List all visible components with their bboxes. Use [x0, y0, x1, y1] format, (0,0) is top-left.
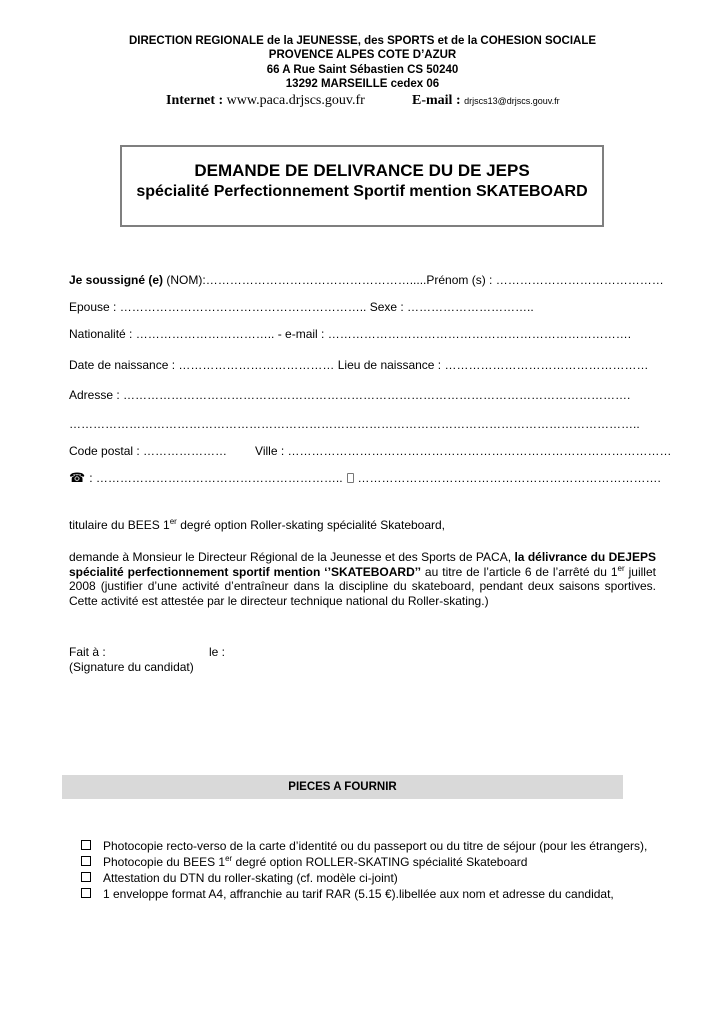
- list-item: [81, 871, 398, 885]
- field-adresse-line2: ……………………………………………………………………………………………………………………………..: [69, 417, 640, 431]
- field-telephone: [69, 471, 661, 485]
- header-line-street: 66 A Rue Saint Sébastien CS 50240: [266, 64, 459, 76]
- signature-label: (Signature du candidat): [69, 660, 194, 674]
- checkbox-icon[interactable]: [81, 888, 91, 898]
- header-line-direction: DIRECTION REGIONALE de la JEUNESSE, des SPORTS et de la COHESION SOCIALE: [128, 35, 597, 47]
- field-adresse: Adresse : ……………………………………………………………………………………………………………….: [69, 388, 631, 402]
- header-email: [412, 93, 560, 109]
- field-nationalite-email: Nationalité : …………………………….. - e-mail : ………………………………………………………………….: [69, 327, 632, 341]
- document-title: DEMANDE DE DELIVRANCE DU DE JEPS: [194, 161, 530, 180]
- piece-text: Attestation du DTN du roller-skating (cf. modèle ci-joint): [103, 871, 398, 885]
- internet-url: www.paca.drjscs.gouv.fr: [226, 93, 365, 108]
- titulaire-sup: er: [169, 517, 177, 526]
- list-item: [81, 855, 527, 869]
- piece-text-b: degré option ROLLER-SKATING spécialité Skateboard: [232, 855, 528, 869]
- email-label: E-mail :: [412, 93, 461, 108]
- demande-paragraph: [69, 550, 656, 608]
- field-nom-prenom: [69, 273, 664, 287]
- document-subtitle: spécialité Perfectionnement Sportif mention SKATEBOARD: [136, 183, 588, 200]
- piece-text: 1 enveloppe format A4, affranchie au tarif RAR (5.15 €).libellée aux nom et adresse du candidat,: [103, 887, 614, 901]
- mobile-dots: ………………………………………………………………….: [357, 471, 661, 485]
- header-line-city: 13292 MARSEILLE cedex 06: [285, 78, 440, 90]
- demande-text-a: demande à Monsieur le Directeur Régional de la Jeunesse et des Sports de PACA,: [69, 550, 515, 564]
- piece-text: Photocopie du BEES 1: [103, 855, 226, 869]
- fait-a-label: Fait à :: [69, 645, 106, 659]
- titulaire-paragraph: [69, 518, 656, 533]
- pieces-heading-bar: [62, 775, 623, 799]
- internet-label: Internet :: [166, 93, 224, 108]
- ville: Ville : ……………………………………………………………………………………: [255, 444, 672, 458]
- mobile-phone-icon: [347, 473, 354, 483]
- field-code-postal-ville: [69, 444, 672, 458]
- piece-sup: er: [225, 854, 233, 863]
- demande-text-c: juillet 2008 (justifier d’une activité d’entraîneur dans la discipline du skateboard, pendant deux saisons sportives. Cette activité est attestée par le directeur technique national du Roller-skating.): [69, 564, 656, 608]
- checkbox-icon[interactable]: [81, 872, 91, 882]
- telephone-icon: ☎: [69, 470, 86, 485]
- nom-prenom-dots: (NOM):…………………………………………….....Prénom (s) : ……………………………………: [163, 273, 664, 287]
- field-naissance: Date de naissance : ………………………………… Lieu de naissance : ……………………………………………: [69, 358, 649, 372]
- titulaire-text-a: titulaire du BEES 1: [69, 518, 170, 532]
- checkbox-icon[interactable]: [81, 840, 91, 850]
- demande-bold: la délivrance du DEJEPS spécialité perfectionnement sportif mention ‘’SKATEBOARD’’: [69, 550, 656, 579]
- soussigne-label: Je soussigné (e): [69, 273, 164, 287]
- header-line-region: PROVENCE ALPES COTE D’AZUR: [268, 49, 457, 61]
- email-address: drjscs13@drjscs.gouv.fr: [464, 96, 560, 106]
- field-epouse-sexe: Epouse : …………………………………………………….. Sexe : …………………………..: [69, 300, 534, 314]
- header-internet: [166, 93, 365, 109]
- demande-text-b: au titre de l’article 6 de l’arrêté du 1: [420, 564, 618, 579]
- title-box: [120, 145, 604, 227]
- checkbox-icon[interactable]: [81, 856, 91, 866]
- titulaire-text-b: degré option Roller-skating spécialité Skateboard,: [176, 518, 446, 532]
- le-label: le :: [209, 645, 226, 659]
- code-postal: Code postal : …………………: [69, 444, 228, 458]
- piece-text: Photocopie recto-verso de la carte d’identité ou du passeport ou du titre de séjour (pour les étrangers),: [103, 839, 648, 853]
- pieces-heading: PIECES A FOURNIR: [288, 781, 397, 793]
- demande-sup: er: [617, 563, 625, 573]
- list-item: [81, 887, 614, 901]
- list-item: [81, 839, 647, 853]
- telephone-dots: : ……………………………………………………..: [89, 471, 343, 485]
